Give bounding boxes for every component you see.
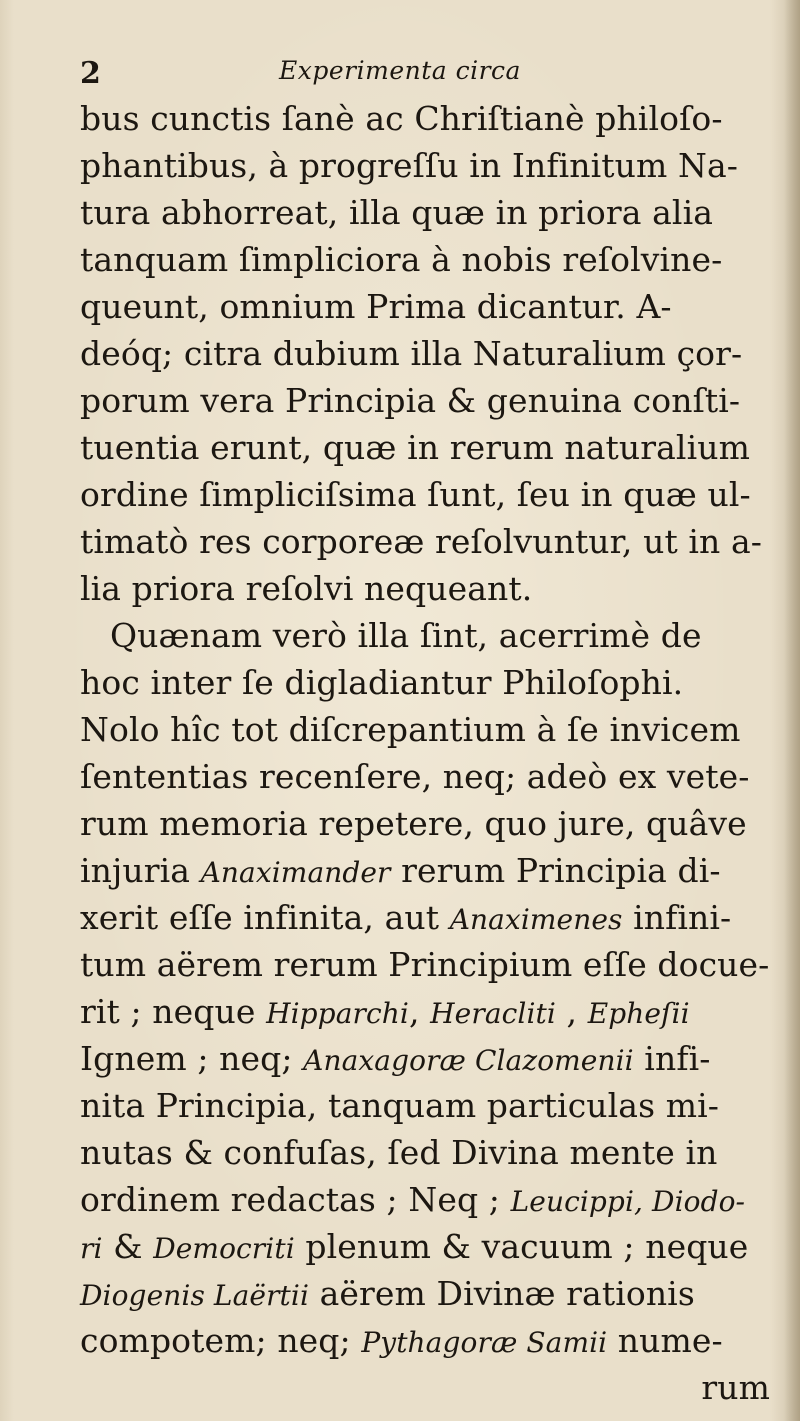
text-run: rit ; neque — [80, 992, 267, 1031]
text-run: nutas & confuſas, ſed Divina mente in — [80, 1133, 718, 1172]
text-run: nume- — [607, 1321, 723, 1360]
text-line — [80, 1035, 770, 1082]
page-edge-shadow — [784, 0, 800, 1421]
text-run: injuria — [80, 851, 201, 890]
text-run: queunt, omnium Prima dicantur. A- — [80, 287, 672, 326]
text-run: plenum & vacuum ; neque — [294, 1227, 749, 1266]
italic-name: Leucippi, Diodo- — [510, 1185, 746, 1218]
text-run: ordine ſimpliciſsima ſunt, ſeu in quæ ul- — [80, 475, 751, 514]
text-line — [80, 1223, 770, 1270]
text-run: ſententias recenſere, neq; adeò ex vete- — [80, 757, 750, 796]
text-line — [80, 471, 770, 518]
text-run: tuentia erunt, quæ in rerum naturalium — [80, 428, 750, 467]
text-run: rum — [701, 1368, 770, 1407]
text-run: xerit eſſe infinita, aut — [80, 898, 450, 937]
page-number: 2 — [80, 56, 101, 91]
text-line — [80, 189, 770, 236]
text-line — [80, 565, 770, 612]
text-line — [80, 95, 770, 142]
italic-name: Pythagoræ Samii — [361, 1326, 608, 1359]
text-run: , — [555, 992, 588, 1031]
text-run: rerum Principia di- — [390, 851, 721, 890]
text-run: rum memoria repetere, quo jure, quâve — [80, 804, 747, 843]
text-line — [80, 1129, 770, 1176]
text-line — [80, 1082, 770, 1129]
text-line — [80, 1317, 770, 1364]
text-line — [80, 142, 770, 189]
text-line — [80, 706, 770, 753]
running-head: Experimenta circa — [279, 56, 521, 85]
text-line — [80, 941, 770, 988]
text-run: tanquam ſimpliciora à nobis reſolvine- — [80, 240, 723, 279]
text-line — [80, 1270, 770, 1317]
italic-name: Epheſii — [587, 997, 690, 1030]
text-run: Ignem ; neq; — [80, 1039, 304, 1078]
body-text — [80, 95, 770, 1411]
text-run: tum aërem rerum Principium eſſe docue- — [80, 945, 770, 984]
text-run: infi- — [633, 1039, 711, 1078]
text-line — [80, 612, 770, 659]
italic-name: Diogenis Laërtii — [80, 1279, 310, 1312]
italic-name: Hipparchi — [266, 997, 409, 1030]
text-run: nita Principia, tanquam particulas mi- — [80, 1086, 719, 1125]
text-run: aërem Divinæ rationis — [309, 1274, 695, 1313]
text-run: , — [408, 992, 431, 1031]
text-run: porum vera Principia & genuina conſti- — [80, 381, 741, 420]
italic-name: Heracliti — [430, 997, 556, 1030]
text-line — [80, 518, 770, 565]
text-run: tura abhorreat, illa quæ in priora alia — [80, 193, 713, 232]
italic-name: Anaximander — [200, 856, 391, 889]
text-line — [80, 847, 770, 894]
text-run: phantibus, à progreſſu in Infinitum Na- — [80, 146, 739, 185]
text-run: & — [102, 1227, 154, 1266]
text-run: Nolo hîc tot diſcrepantium à ſe invicem — [80, 710, 741, 749]
text-line — [80, 1176, 770, 1223]
text-line — [80, 377, 770, 424]
text-line — [80, 800, 770, 847]
text-run: lia priora reſolvi nequeant. — [80, 569, 533, 608]
italic-name: ri — [80, 1232, 103, 1265]
text-line — [80, 894, 770, 941]
text-run: bus cunctis ſanè ac Chriſtianè philoſo- — [80, 99, 723, 138]
text-line — [80, 988, 770, 1035]
text-line — [80, 330, 770, 377]
text-run: ordinem redactas ; Neq ; — [80, 1180, 511, 1219]
text-line — [80, 1364, 770, 1411]
text-run: Quænam verò illa ſint, acerrimè de — [110, 616, 702, 655]
italic-name: Anaxagoræ Clazomenii — [303, 1044, 634, 1077]
text-run: infini- — [622, 898, 732, 937]
text-run: compotem; neq; — [80, 1321, 362, 1360]
text-run: timatò res corporeæ reſolvuntur, ut in a- — [80, 522, 763, 561]
text-line — [80, 283, 770, 330]
text-line — [80, 424, 770, 471]
text-line — [80, 753, 770, 800]
italic-name: Democriti — [153, 1232, 295, 1265]
text-run: deóq; citra dubium illa Naturalium çor- — [80, 334, 743, 373]
text-run: hoc inter ſe digladiantur Philoſophi. — [80, 663, 684, 702]
text-line — [80, 236, 770, 283]
text-line — [80, 659, 770, 706]
italic-name: Anaximenes — [449, 903, 623, 936]
